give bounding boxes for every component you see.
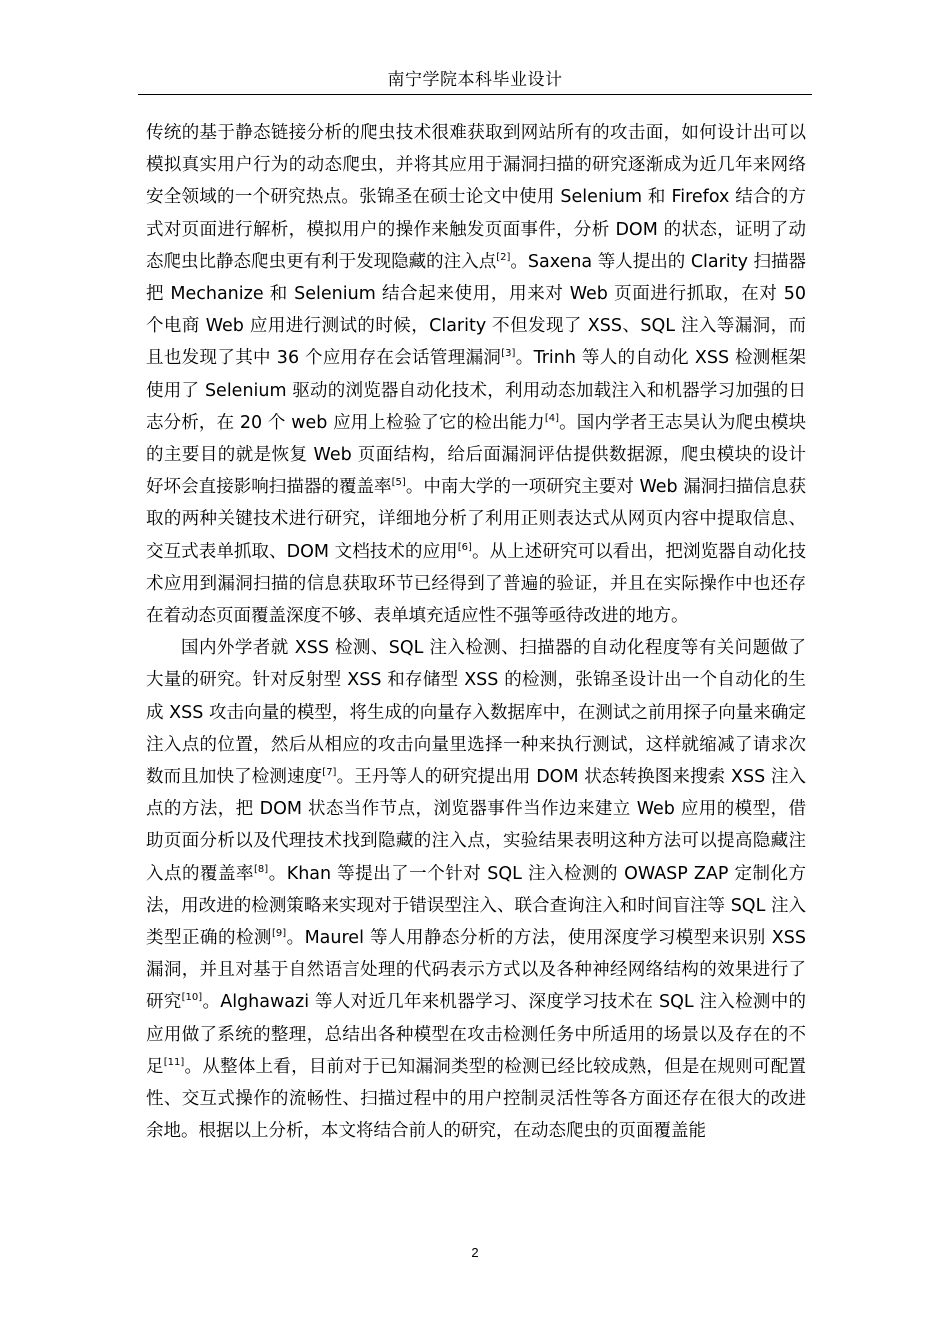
citation-ref: [3] — [501, 348, 516, 360]
text-run: 。Maurel 等人用静态分析的方法，使用深度学习模型来识别 XSS 漏洞，并且对基于自然语言处理的代码表示方式以及各种神经网络结构的效果进行了研究 — [146, 928, 807, 1013]
body-text — [146, 117, 806, 1148]
text-run: 。Khan 等提出了一个针对 SQL 注入检测的 OWASP ZAP 定制化方法，用改进的检测策略来实现对于错误型注入、联合查询注入和时间盲注等 SQL 注入类型正确的检测 — [146, 863, 806, 949]
paragraph-1 — [146, 117, 806, 632]
text-run: 。Saxena 等人提出的 Clarity 扫描器把 Mechanize 和 Selenium 结合起来使用，用来对 Web 页面进行抓取，在对 50 个电商 Web 应用进行测试的时候，Clarity 不但发现了 XSS、SQL 注入等漏洞，而且也发现了其中 36 个应用存在会话管理漏洞 — [146, 251, 807, 369]
text-run: 传统的基于静态链接分析的爬虫技术很难获取到网站所有的攻击面，如何设计出可以模拟真实用户行为的动态爬虫，并将其应用于漏洞扫描的研究逐渐成为近几年来网络安全领域的一个研究热点。张锦圣在硕士论文中使用 Selenium 和 Firefox 结合的方式对页面进行解析，模拟用户的操作来触发页面事件，分析 DOM 的状态，证明了动态爬虫比静态爬虫更有利于发现隐藏的注入点 — [146, 123, 806, 272]
text-run: 。中南大学的一项研究主要对 Web 漏洞扫描信息获取的两种关键技术进行研究，详细地分析了利用正则表达式从网页内容中提取信息、交互式表单抓取、DOM 文档技术的应用 — [146, 477, 807, 562]
citation-ref: [4] — [544, 413, 559, 424]
citation-ref: [11] — [163, 1057, 185, 1069]
text-run: 。Trinh 等人的自动化 XSS 检测框架使用了 Selenium 驱动的浏览器自动化技术，利用动态加载注入和机器学习加强的日志分析，在 20 个 web 应用上检验了它的检出能力 — [146, 348, 806, 433]
citation-ref: [7] — [322, 767, 337, 779]
text-run: 国内外学者就 XSS 检测、SQL 注入检测、扫描器的自动化程度等有关问题做了大量的研究。针对反射型 XSS 和存储型 XSS 的检测，张锦圣设计出一个自动化的生成 XSS 攻击向量的模型，将生成的向量存入数据库中，在测试之前用探子向量来确定注入点的位置，然后从相应的攻击向量里选择一种来执行测试，这样就缩减了请求次数而且加快了检测速度 — [146, 638, 806, 788]
text-run: 。王丹等人的研究提出用 DOM 状态转换图来搜索 XSS 注入点的方法，把 DOM 状态当作节点，浏览器事件当作边来建立 Web 应用的模型，借助页面分析以及代理技术找到隐藏的注入点，实验结果表明这种方法可以提高隐藏注入点的覆盖率 — [146, 767, 806, 884]
citation-ref: [2] — [496, 251, 511, 263]
page-header — [138, 66, 812, 95]
text-run: 。Alghawazi 等人对近几年来机器学习、深度学习技术在 SQL 注入检测中的应用做了系统的整理，总结出各种模型在攻击检测任务中所适用的场景以及存在的不足 — [146, 992, 806, 1077]
text-run: 。国内学者王志昊认为爬虫模块的主要目的就是恢复 Web 页面结构，给后面漏洞评估提供数据源，爬虫模块的设计好坏会直接影响扫描器的覆盖率 — [146, 412, 806, 498]
citation-ref: [10] — [181, 992, 203, 1004]
citation-ref: [8] — [254, 863, 269, 875]
paragraph-2 — [146, 632, 806, 1147]
citation-ref: [5] — [391, 477, 406, 489]
page-number: 2 — [471, 1245, 479, 1260]
text-run: 。从整体上看，目前对于已知漏洞类型的检测已经比较成熟，但是在规则可配置性、交互式操作的流畅性、扫描过程中的用户控制灵活性等各方面还存在很大的改进余地。根据以上分析，本文将结合前人的研究，在动态爬虫的页面覆盖能 — [146, 1056, 806, 1142]
header-title: 南宁学院本科毕业设计 — [387, 70, 563, 90]
text-run: 。从上述研究可以看出，把浏览器自动化技术应用到漏洞扫描的信息获取环节已经得到了普遍的验证，并且在实际操作中也还存在着动态页面覆盖深度不够、表单填充适应性不强等亟待改进的地方。 — [146, 541, 806, 627]
citation-ref: [6] — [457, 541, 472, 553]
citation-ref: [9] — [271, 928, 287, 940]
